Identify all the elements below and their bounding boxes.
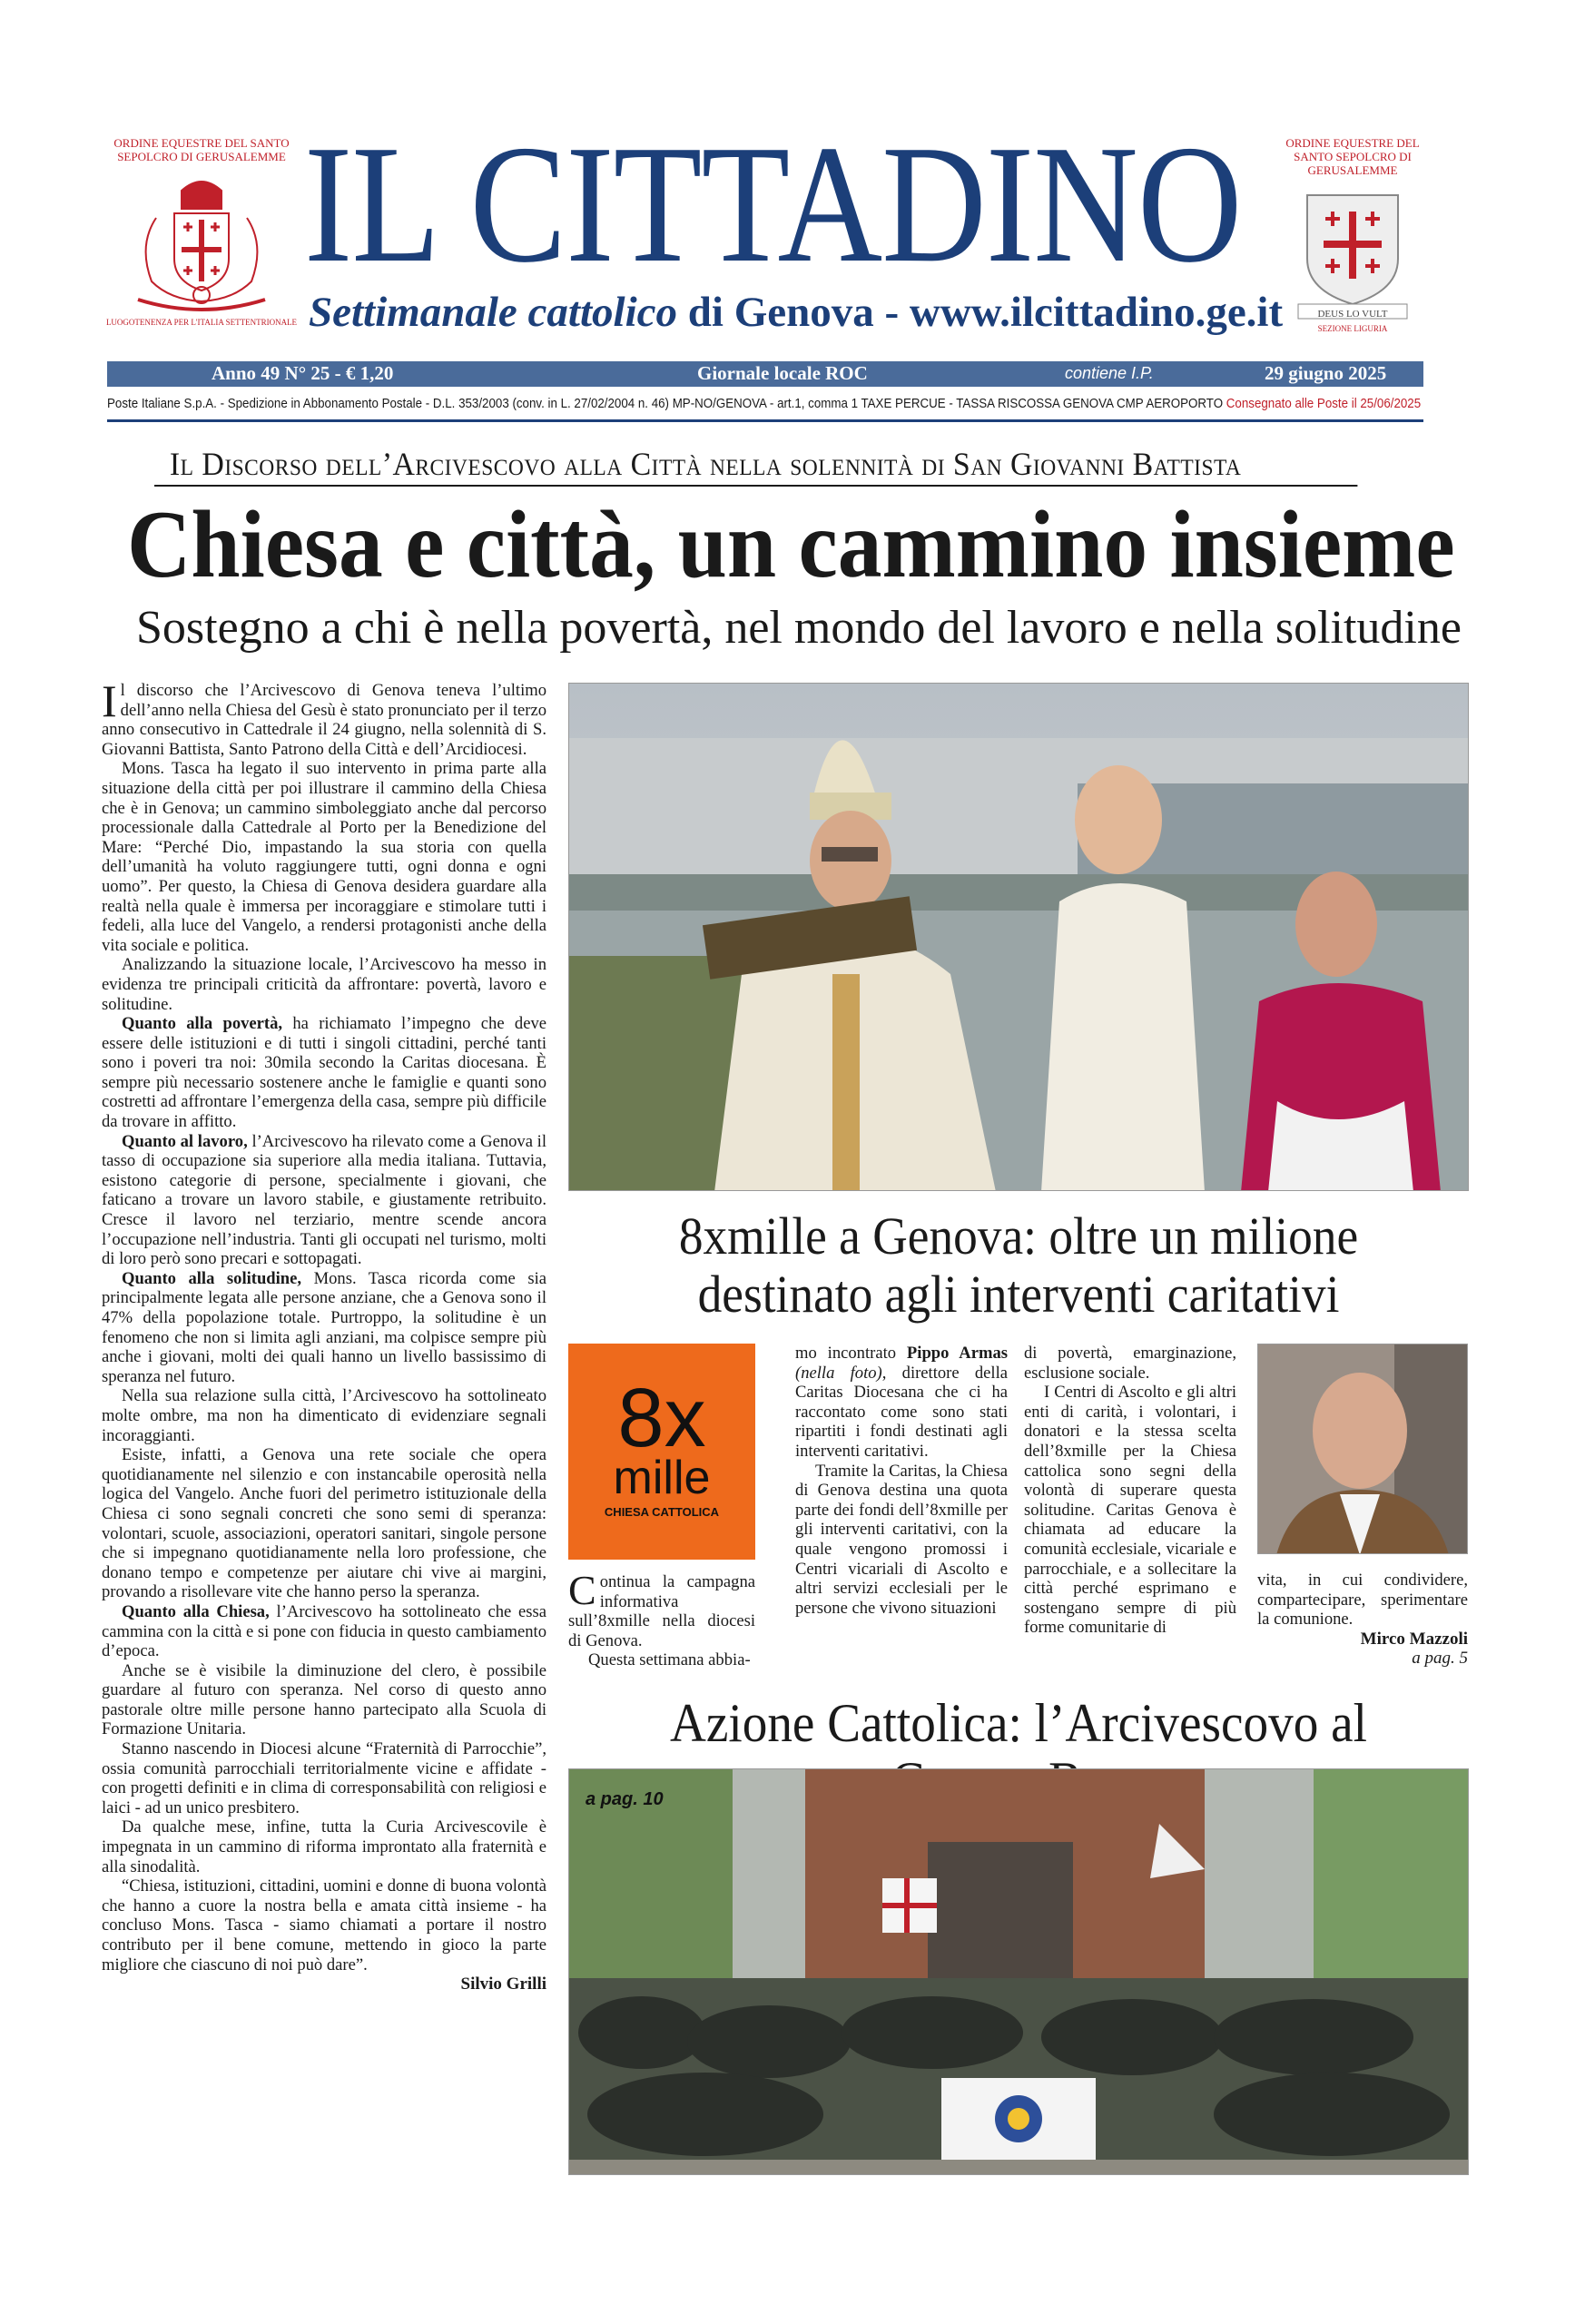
right-emblem-caption: ORDINE EQUESTRE DEL SANTO SEPOLCRO DI GERUSALEMME [1285,136,1420,177]
left-emblem-caption: ORDINE EQUESTRE DEL SANTO SEPOLCRO DI GERUSALEMME [113,136,290,163]
issue-number: Anno 49 N° 25 - € 1,20 [212,362,394,384]
lead-paragraph: Anche se è visibile la diminuzione del clero, è possibile guardare al futuro con speranza. Nel corso di questo anno pastorale oltre mille persone hanno partecipato alla Scuola di Formazione Unitaria. [102,1660,546,1739]
group-photo [568,1768,1469,2175]
lead-paragraph: Il discorso che l’Arcivescovo di Genova teneva l’ultimo dell’anno nella Chiesa del Gesù è stato pronunciato per il terzo anno consecutivo in Cattedrale il 24 giugno, nella solennità di S. Giovanni Battista, Santo Patrono della Città e dell’Arcidiocesi. [102,681,546,759]
lead-paragraph: Esiste, infatti, a Genova una rete sociale che opera quotidianamente nel silenzio e con instancabile operosità nella logica del Vangelo. Anche fuori del perimetro istituzionale della Chiesa ci sono segnali concreti che sono semi di speranza: volontari, scuole, associazioni, operatori sanitari, singole persone che si impegnano quotidianamente nella loro professione, che donano tempo e competenze per aiutare chi vive ai margini, provando a risollevare vite che hanno perso la speranza. [102,1445,546,1602]
ac-headline: Azione Cattolica: l’Arcivescovo al [670,1693,1367,1753]
shield-icon [1271,177,1434,322]
mille-headline-2: destinato agli interventi caritativi [697,1265,1340,1324]
mille-paragraph: vita, in cui condividere, compartecipare, sperimentare la comunione. [1257,1571,1468,1630]
mille-page-ref: a pag. 5 [1412,1649,1468,1669]
lead-paragraph: Quanto al lavoro, l’Arcivescovo ha rilevato come a Genova il tasso di occupazione sia superiore alla media italiana. Tuttavia, esistono categorie di persone, specialmente i giovani, che faticano a trovare un lavoro stabile, e giustamente retribuito. Cresce il lavoro nel terziario, mentre scende ancora l’occupazione nell’industria. Tanti gli occupati nel turismo, molti di loro però sono precari e sottopagati. [102,1131,546,1269]
lead-paragraph: Quanto alla solitudine, Mons. Tasca ricorda come sia principalmente legata alle persone anziane, che a Genova sono il 47% della popolazione totale. Purtroppo, la solitudine è un fenomeno che non si limita agli anziani, ma colpisce sempre più anche i giovani, molti dei quali hanno un livello bassissimo di speranza nel futuro. [102,1268,546,1386]
postal-line [107,397,1422,411]
dropcap: I [102,681,117,726]
logo-sub: CHIESA CATTOLICA [604,1505,720,1519]
lead-author: Silvio Grilli [460,1974,546,1994]
mille-paragraph: Tramite la Caritas, la Chiesa di Genova destina una quota parte dei fondi dell’8xmille per gli interventi caritativi, con la quale vengono promossi i Centri vicariali di Ascolto e altri servizi ecclesiali per le persone che vivono situazioni [795,1461,1008,1618]
ip-label: contiene I.P. [1065,364,1154,382]
roc-label: Giornale locale ROC [697,362,868,384]
mille-col-2 [795,1344,1008,1618]
logo-word: mille [613,1452,711,1504]
lead-paragraph: Analizzando la situazione locale, l’Arcivescovo ha messo in evidenza tre principali criticità da affrontare: povertà, lavoro e solitudine. [102,955,546,1014]
lead-paragraph: “Chiesa, istituzioni, cittadini, uomini e donne di buona volontà che hanno a cuore la nostra bella e amata città insieme - ha concluso Mons. Tasca - siamo chiamati a portare il nostro contributo per il bene comune, mettendo in gioco la parte migliore che ciascuno di noi può dare”. [102,1876,546,1974]
lead-headline: Chiesa e città, un cammino insieme [127,491,1455,597]
lead-paragraph: Stanno nascendo in Diocesi alcune “Fraternità di Parrocchie”, ossia comunità parrocchiali territorialmente vicine e affidate - con progetti definiti e in clima di corresponsabilità con religiosi e laici - ad un unico presbitero. [102,1739,546,1817]
issue-info-bar [107,361,1423,387]
mille-col-1 [568,1567,755,1670]
mille-paragraph: mo incontrato Pippo Armas (nella foto), direttore della Caritas Diocesana che ci ha raccontato come sono stati ripartiti i fondi destinati agli interventi caritativi. [795,1344,1009,1461]
right-emblem [1271,136,1434,331]
left-emblem [102,136,301,331]
lead-paragraph: Quanto alla Chiesa, l’Arcivescovo ha sottolineato che essa cammina con la città e si pone con fiducia in questo cambiamento d’epoca. [102,1601,546,1661]
right-emblem-motto: DEUS LO VULT [1317,309,1388,320]
mille-author: Mirco Mazzoli [1360,1629,1468,1649]
group-photo-image [569,1769,1469,2175]
newspaper-title: IL CITTADINO [304,111,1242,298]
header-divider [107,419,1423,422]
right-emblem-footer: SEZIONE LIGURIA [1317,324,1388,333]
logo-number: 8x [617,1372,706,1464]
lead-paragraph: Nella sua relazione sulla città, l’Arcivescovo ha sottolineato molte ombre, ma non ha dimenticato di evidenziare segnali incoraggianti. [102,1386,546,1445]
lead-article [102,681,546,2188]
portrait-image [1258,1344,1468,1554]
8xmille-logo [568,1344,755,1560]
lead-subhead: Sostegno a chi è nella povertà, nel mondo del lavoro e nella solitudine [136,602,1462,654]
ac-page-ref: a pag. 10 [586,1789,664,1809]
tagline-italic: Settimanale cattolico [309,289,677,336]
lead-paragraph: Quanto alla povertà, ha richiamato l’impegno che deve essere delle istituzioni e di tutti i singoli cittadini, perché tanti sono i poveri tra noi: 30mila secondo la Caritas diocesana. È sempre più necessario sostenere anche le famiglie e quanti sono costretti ad affrontare l’emergenza della casa, sempre più difficile da trovare in affitto. [102,1014,546,1132]
portrait-photo [1257,1344,1468,1554]
tagline-rest: di Genova - www.ilcittadino.ge.it [677,289,1284,336]
mille-paragraph: Questa settimana abbia- [588,1650,751,1670]
lead-paragraph: Da qualche mese, infine, tutta la Curia Arcivescovile è impegnata in un cammino di riforma improntato alla fraternità e alla sinodalità. [102,1817,546,1876]
mille-paragraph: I Centri di Ascolto e gli altri enti di carità, i volontari, i donatori e la stessa scelta dell’8xmille per la Chiesa cattolica sono segni della volontà di superare questa solitudine. Caritas Genova è chiamata ad educare la comunità ecclesiale, vicariale e parrocchiale, e a sollecitare la città perché esprimano e sostengano sempre di più forme comunitarie di [1024,1383,1236,1638]
left-emblem-footer: LUOGOTENENZA PER L'ITALIA SETTENTRIONALE [105,318,298,327]
postal-delivery: Consegnato alle Poste il 25/06/2025 [1226,397,1422,411]
postal-text: Poste Italiane S.p.A. - Spedizione in Abbonamento Postale - D.L. 353/2003 (conv. in L. 27/02/2004 n. 46) MP-NO/GENOVA - art.1, comma 1 TAXE PERCUE - TASSA RISCOSSA GENOVA CMP AEROPORTO [107,397,1226,411]
mille-paragraph: Continua la campagna informativa sull’8xmille nella diocesi di Genova. [568,1567,755,1650]
coat-of-arms-icon [102,163,301,318]
mille-col-4 [1257,1571,1468,1669]
lead-paragraph: Mons. Tasca ha legato il suo intervento in prima parte alla situazione della città per poi illustrare il cammino della Chiesa che è in Genova; un cammino simboleggiato anche dal percorso processionale dalla Cattedrale al Porto per la Benedizione del Mare: “Perché Dio, impastando la sua storia con quella dell’umanità ha voluto raggiungere tutti, ogni donna e ogni uomo”. Per questo, la Chiesa di Genova desidera guardare alla realtà nella quale è immersa per incoraggiare e stimolare tutti i fedeli, alla luce del Vangelo, a rendersi protagonisti anche della vita sociale e politica. [102,759,546,955]
mille-paragraph: di povertà, emarginazione, esclusione sociale. [1024,1344,1236,1383]
mille-dropcap: C [568,1567,596,1613]
archbishop-photo [568,683,1469,1191]
mille-col-3 [1024,1344,1236,1638]
mille-headline-1: 8xmille a Genova: oltre un milione [678,1206,1359,1265]
archbishop-photo-image [569,684,1469,1191]
lead-kicker: Il Discorso dell’Arcivescovo alla Città nella solennità di San Giovanni Battista [154,443,1357,487]
newspaper-tagline [309,288,1284,337]
issue-date: 29 giugno 2025 [1265,362,1387,384]
